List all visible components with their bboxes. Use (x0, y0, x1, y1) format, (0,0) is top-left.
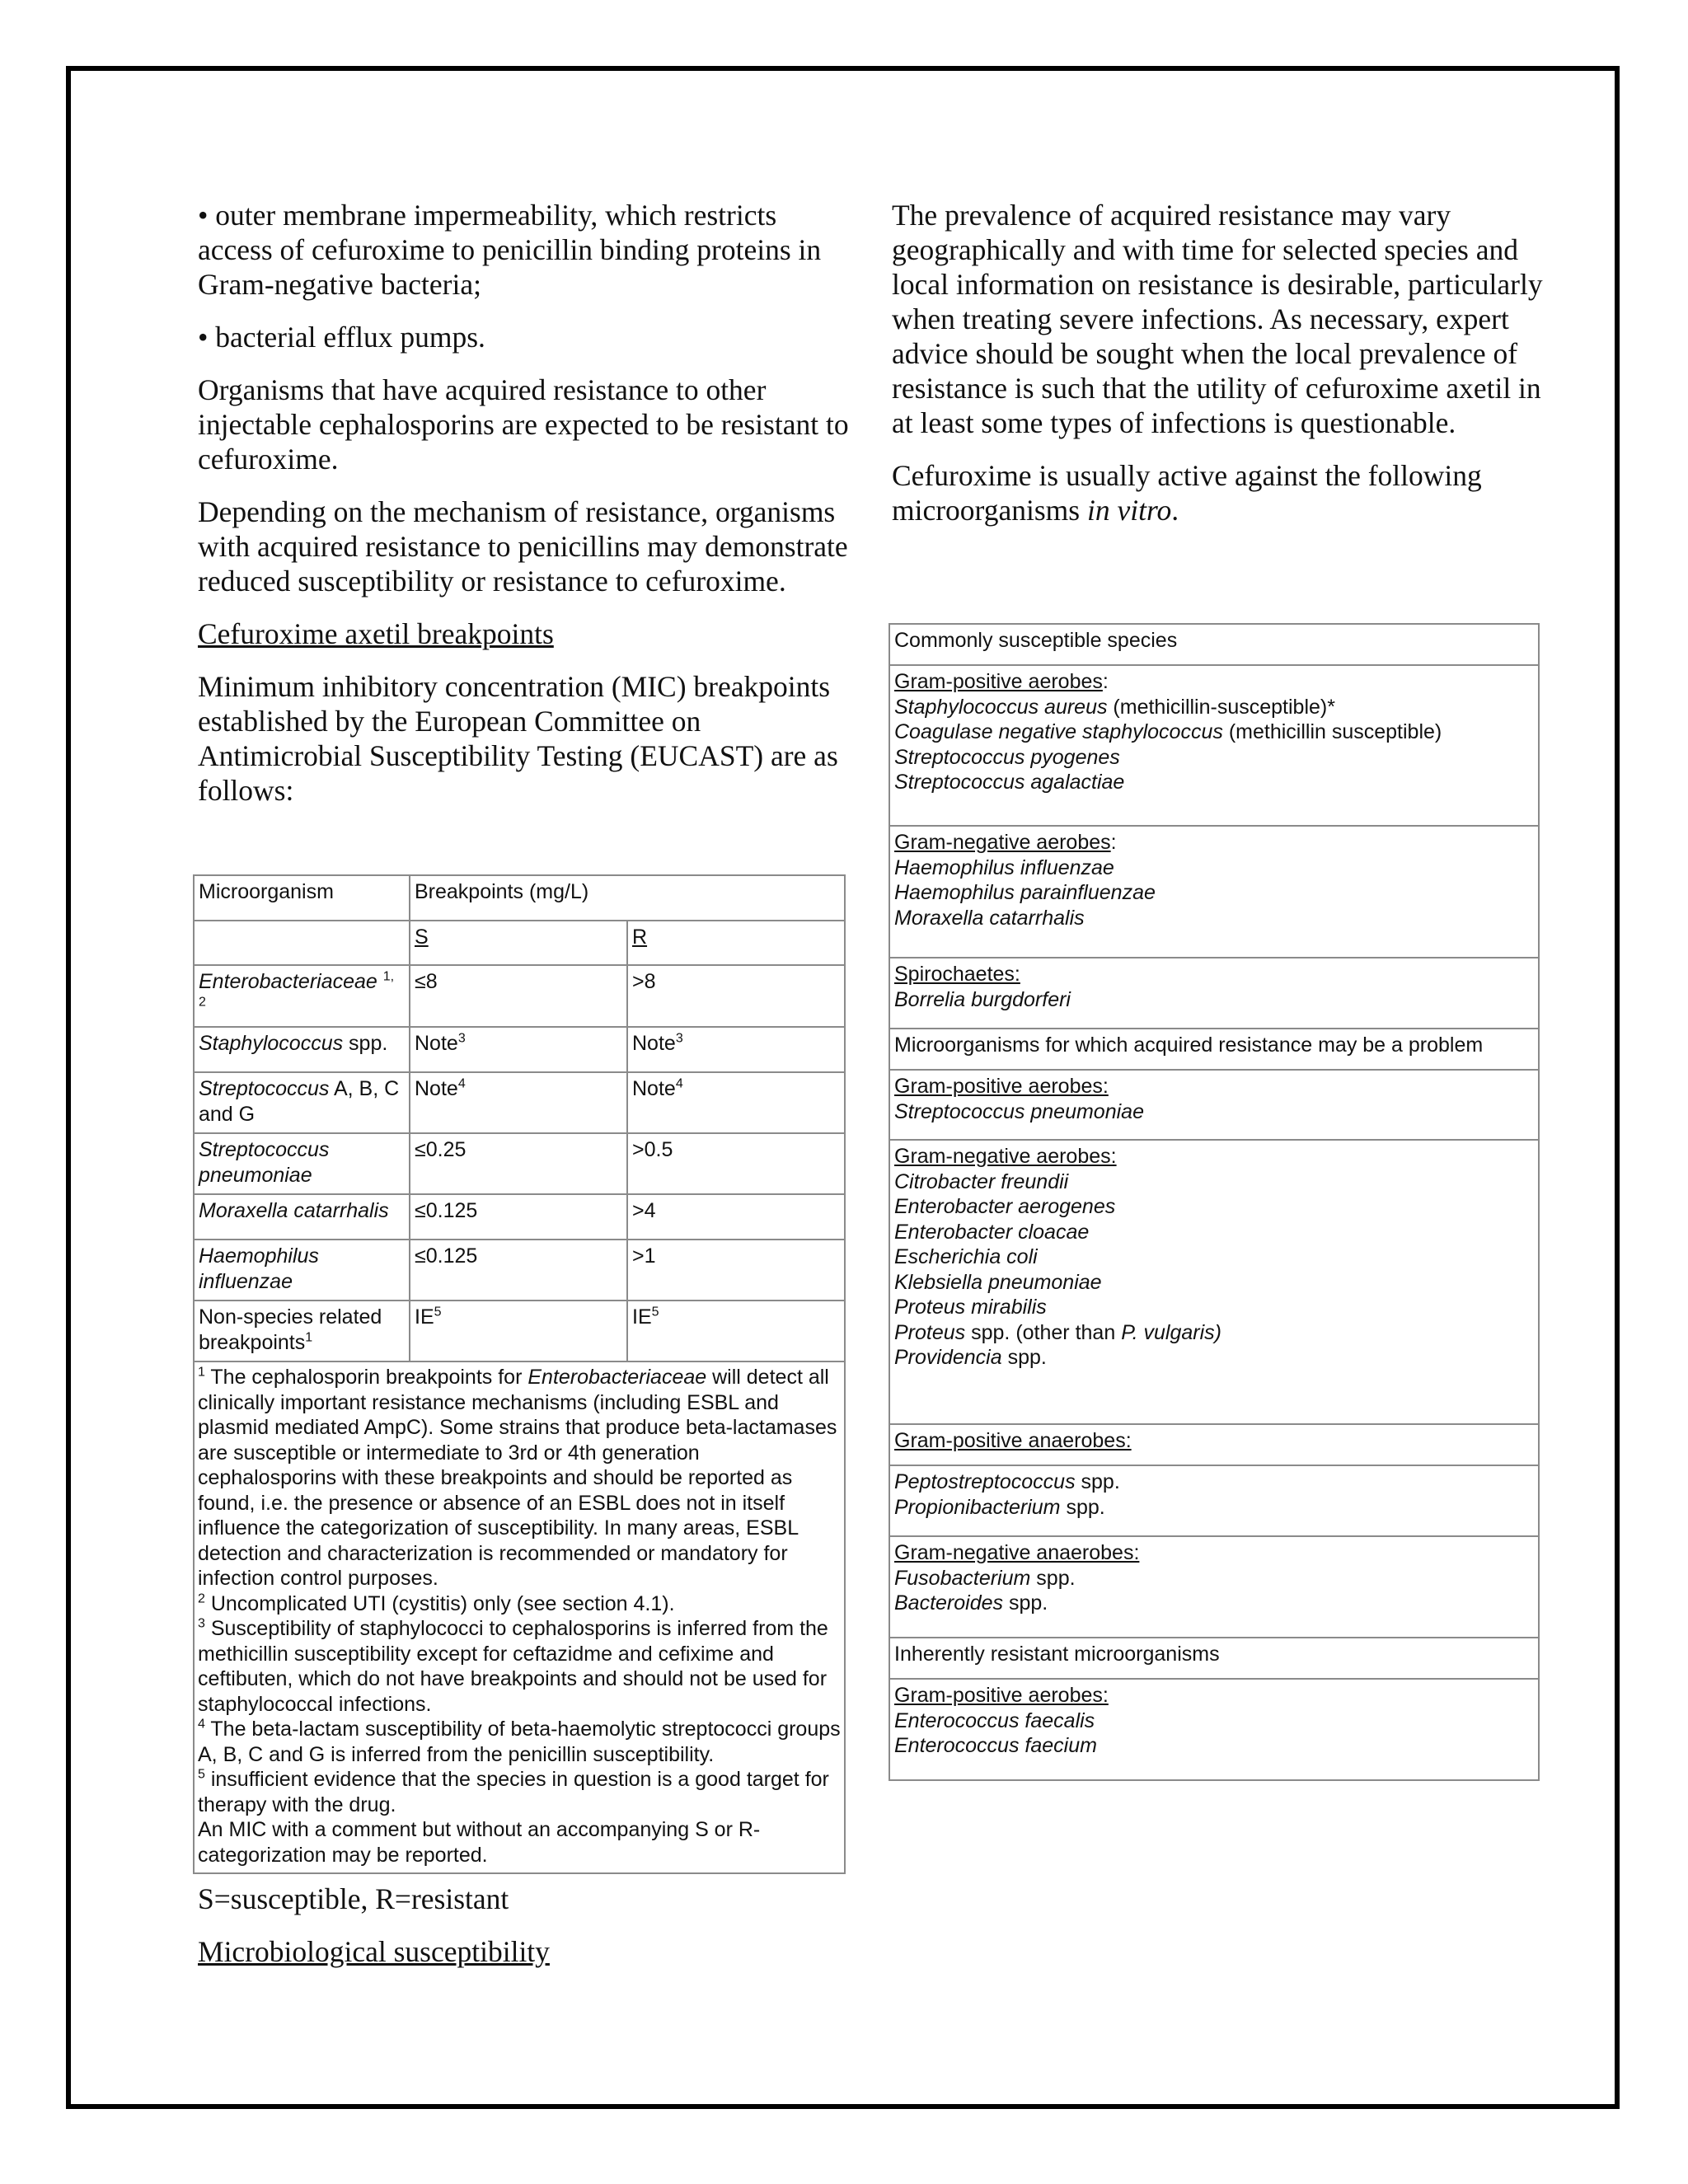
cell-organism: Streptococcus pneumoniae (194, 1133, 410, 1194)
table-row (194, 1027, 845, 1072)
left-bottom (198, 1882, 849, 1989)
footnote-4: $^4$ The beta-lactam susceptibility of beta-haemolytic streptococci groups A, B, C and G is inferred from the penicillin susceptibility. (198, 1717, 841, 1766)
cell-organism: Moraxella catarrhalis (194, 1194, 410, 1240)
cell-s: ≤0.125 (410, 1194, 627, 1240)
header-r: R (627, 921, 845, 965)
para-prevalence: The prevalence of acquired resistance may vary geographically and with time for selected species and local information on resistance is desirable, particularly when treating severe infections. As necessary, expert advice should be sought when the local prevalence of resistance is such that the utility of cefuroxime axetil in at least some types of infections is questionable. (892, 199, 1543, 439)
group-gram-positive-aerobes: Gram-positive aerobes: Staphylococcus aureus (methicillin-susceptible)* Coagulase negative staphylococcus (methicillin susceptible) Streptococcus pyogenes Streptococcus agalactiae (889, 665, 1539, 826)
header-microorganism: Microorganism (194, 875, 410, 921)
cell-organism: Staphylococcus spp. (194, 1027, 410, 1072)
legend-sr: S=susceptible, R=resistant (198, 1882, 509, 1915)
cell-s: Note$^3$ (410, 1027, 627, 1072)
cell-r: >8 (627, 965, 845, 1027)
heading-breakpoints: Cefuroxime axetil breakpoints (198, 617, 554, 650)
group-gram-negative-aerobes-2: Gram-negative aerobes: Citrobacter freundii Enterobacter aerogenes Enterobacter cloacae Escherichia coli Klebsiella pneumoniae Proteus mirabilis Proteus spp. (other than P. vulgaris) Providencia spp. (889, 1140, 1539, 1424)
cell-s: $IE^5$ (410, 1301, 627, 1361)
table-footnotes (194, 1361, 845, 1873)
group-gram-positive-anaerobes: Peptostreptococcus spp. Propionibacterium spp. (889, 1465, 1539, 1536)
cell-organism: Haemophilus influenzae (194, 1240, 410, 1301)
footnote-2: $^2$ Uncomplicated UTI (cystitis) only (see section 4.1). (198, 1591, 675, 1615)
header-blank (194, 921, 410, 965)
header-breakpoints: Breakpoints (mg/L) (410, 875, 845, 921)
cell-r: >1 (627, 1240, 845, 1301)
cell-organism: Streptococcus A, B, C and G (194, 1072, 410, 1133)
cell-organism: Non-species related breakpoints$^1$ (194, 1301, 410, 1361)
cell-s: ≤8 (410, 965, 627, 1027)
para-mic: Minimum inhibitory concentration (MIC) breakpoints established by the European Committee on Antimicrobial Susceptibility Testing (EUCAST) are as follows: (198, 670, 838, 807)
header-s: S (410, 921, 627, 965)
group-gram-negative-anaerobes: Gram-negative anaerobes: Fusobacterium spp. Bacteroides spp. (889, 1536, 1539, 1638)
table-row (194, 1194, 845, 1240)
footnote-5: $^5$ insufficient evidence that the species in question is a good target for therapy with the drug. (198, 1767, 829, 1816)
cell-r: >4 (627, 1194, 845, 1240)
cell-r: >0.5 (627, 1133, 845, 1194)
para-active-against: Cefuroxime is usually active against the following microorganisms in vitro. (892, 459, 1482, 527)
cell-r: Note$^4$ (627, 1072, 845, 1133)
table-row (194, 965, 845, 1027)
bullet-efflux: • bacterial efflux pumps. (198, 321, 485, 354)
table-row (194, 1240, 845, 1301)
heading-microbiological-susceptibility: Microbiological susceptibility (198, 1935, 550, 1968)
cell-r: Note$^3$ (627, 1027, 845, 1072)
cell-s: ≤0.25 (410, 1133, 627, 1194)
right-column (892, 198, 1543, 547)
group-gram-positive-aerobes-2: Gram-positive aerobes: Streptococcus pneumoniae (889, 1070, 1539, 1140)
group-spirochaetes: Spirochaetes: Borrelia burgdorferi (889, 958, 1539, 1029)
left-column (198, 198, 849, 827)
cell-organism: Enterobacteriaceae $^{1,}$ $^2$ (194, 965, 410, 1027)
table-row (194, 1301, 845, 1361)
cell-s: Note$^4$ (410, 1072, 627, 1133)
footnote-3: $^3$ Susceptibility of staphylococci to cephalosporins is inferred from the methicillin susceptibility except for ceftazidme and cefixime and ceftibuten, which do not have breakpoints and should not be used for staphylococcal infections. (198, 1616, 828, 1716)
cell-r: $IE^5$ (627, 1301, 845, 1361)
section-inherently-resistant: Inherently resistant microorganisms (889, 1638, 1539, 1679)
cell-s: ≤0.125 (410, 1240, 627, 1301)
section-acquired-resistance: Microorganisms for which acquired resistance may be a problem (889, 1029, 1539, 1070)
group-gram-negative-aerobes: Gram-negative aerobes: Haemophilus influenzae Haemophilus parainfluenzae Moraxella catarrhalis (889, 826, 1539, 958)
mic-breakpoints-table (193, 874, 846, 1874)
footnote-mic-comment: An MIC with a comment but without an accompanying S or R-categorization may be reported. (198, 1818, 761, 1867)
group-gram-positive-aerobes-3: Gram-positive aerobes: Enterococcus faecalis Enterococcus faecium (889, 1679, 1539, 1780)
table-row (194, 1072, 845, 1133)
susceptibility-species-table (889, 623, 1540, 1781)
group-gram-positive-anaerobes-header: Gram-positive anaerobes: (889, 1424, 1539, 1465)
bullet-membrane: • outer membrane impermeability, which restricts access of cefuroxime to penicillin binding proteins in Gram-negative bacteria; (198, 199, 822, 301)
footnotes-row (194, 1361, 845, 1873)
para-mechanism: Depending on the mechanism of resistance, organisms with acquired resistance to penicillins may demonstrate reduced susceptibility or resistance to cefuroxime. (198, 495, 848, 598)
para-injectable-cephalosporins: Organisms that have acquired resistance to other injectable cephalosporins are expected to be resistant to cefuroxime. (198, 373, 849, 476)
footnote-1: $^1$ The cephalosporin breakpoints for Enterobacteriaceae will detect all clinically important resistance mechanisms (including ESBL and plasmid mediated AmpC). Some strains that produce beta-lactamases are susceptible or intermediate to 3rd or 4th generation cephalosporins with these breakpoints and should be reported as found, i.e. the presence or absence of an ESBL does not in itself influence the categorization of susceptibility. In many areas, ESBL detection and characterization is recommended or mandatory for infection control purposes. (198, 1365, 837, 1590)
table-row (194, 1133, 845, 1194)
section-commonly-susceptible: Commonly susceptible species (889, 624, 1539, 665)
